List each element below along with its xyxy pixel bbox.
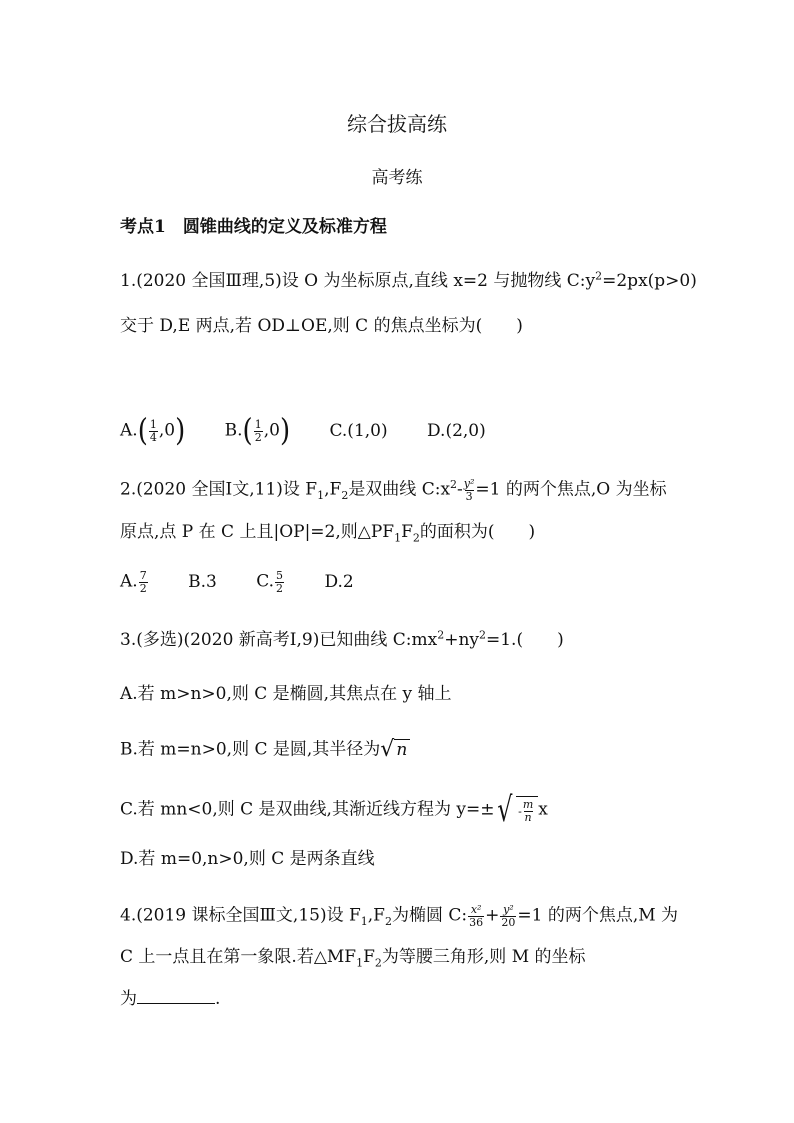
q1-options (120, 413, 520, 449)
q4-line1: 4.(2019 课标全国Ⅲ文,15)设 $F_1,F_2$为椭圆 C: $\frac{\text{x²}}{36}$ + $\frac{\text{y²}}{20}$ =1 的两个焦点,M 为 (120, 903, 679, 929)
section-heading: 考点1 圆锥曲线的定义及标准方程 (120, 217, 387, 237)
q2-line1: 2.(2020 全国Ⅰ文,11)设 $F_1,F_2$是双曲线 $C:x^2-$ $\frac{\text{y²}}{3}$ =1 的两个焦点,O 为坐标 (120, 477, 667, 503)
q2-options (120, 570, 388, 594)
q3-option-d: D.若 m=0,n>0,则 C 是两条直线 (120, 849, 375, 869)
q1-line1: 1.(2020 全国Ⅲ理,5)设 O 为坐标原点,直线 x=2 与抛物线 $C:y^2=2px(p>0)$ (120, 269, 697, 291)
q1-option-b: B.( $\frac{1}{2}$ ,0) (224, 413, 291, 449)
q3-stem: 3.(多选)(2020 新高考Ⅰ,9)已知曲线 $C:mx^2+ny^2=1$.( ) (120, 628, 564, 650)
page-subtitle: 高考练 (371, 168, 423, 188)
q3-option-b: B.若 m=n>0,则 C 是圆,其半径为 √ n (120, 739, 410, 761)
q4-line2: C 上一点且在第一象限.若$\triangle MF_1F_2$为等腰三角形,则 M 的坐标 (120, 947, 586, 970)
q2-option-b: B.3 (188, 571, 217, 592)
q1-option-c: C.(1,0) (329, 420, 388, 441)
q2-option-c: C. $\frac{5}{2}$ (256, 569, 284, 595)
q2-option-a: A. $\frac{7}{2}$ (120, 569, 147, 595)
q2-option-d: D.2 (324, 571, 354, 592)
q1-option-d: D.(2,0) (427, 420, 486, 441)
q3-option-c: C.若 mn<0,则 C 是双曲线,其渐近线方程为 y=± √ - $\frac{m}{n}$ x (120, 790, 548, 830)
sqrt-n: √ n (380, 739, 410, 761)
q4-line3: 为 . (120, 989, 221, 1009)
q3-option-a: A.若 m>n>0,则 C 是椭圆,其焦点在 y 轴上 (120, 684, 452, 704)
q2-line2: 原点,点 P 在 C 上且|OP|=2,则$\triangle PF_1F_2$的面积为( ) (120, 522, 536, 545)
page-title: 综合拔高练 (347, 112, 447, 136)
q1-option-a: A.( $\frac{1}{4}$ ,0) (120, 413, 186, 449)
answer-blank[interactable] (137, 989, 215, 1004)
sqrt-neg-m-over-n: √ - $\frac{m}{n}$ (494, 793, 538, 827)
q1-line2: 交于 D,E 两点,若 OD⊥OE,则 C 的焦点坐标为( ) (120, 316, 523, 336)
